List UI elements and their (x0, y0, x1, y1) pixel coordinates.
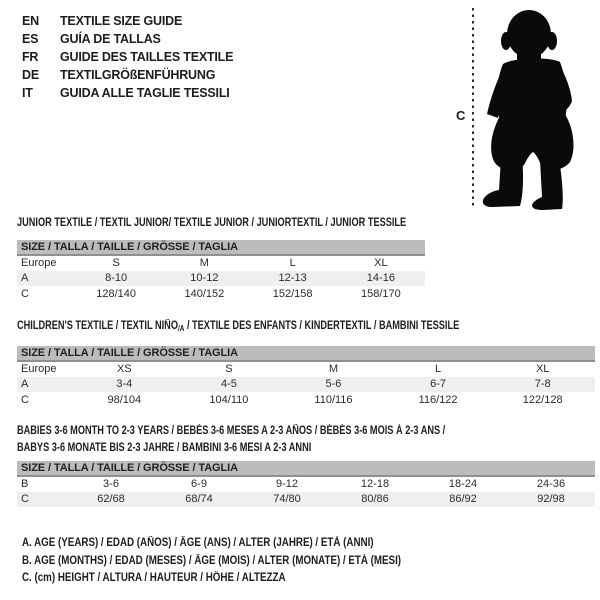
row-label: C (21, 287, 29, 300)
table-cell: M (328, 363, 339, 376)
guide-title: GUIDA ALLE TAGLIE TESSILI (60, 86, 230, 100)
babies-section-title (17, 423, 552, 457)
junior-table (17, 240, 425, 302)
table-cell: 86/92 (419, 492, 507, 508)
size-header-row (17, 461, 595, 476)
list-item (22, 12, 233, 30)
size-header-row (17, 240, 425, 255)
table-row (17, 377, 595, 393)
guide-title: TEXTILGRÖßENFÜHRUNG (60, 68, 216, 82)
table-cell: XL (374, 257, 388, 270)
table-cell: 7-8 (490, 377, 595, 393)
table-cell: 62/68 (67, 492, 155, 508)
table-cell: 116/122 (418, 393, 458, 406)
table-row (17, 392, 595, 408)
table-cell: M (199, 257, 209, 270)
table-row (17, 255, 425, 271)
babies-title-line1: BABIES 3-6 MONTH TO 2-3 YEARS / BEBÉS 3-6 MESES A 2-3 AÑOS / BÉBÉS 3-6 MOIS À 2-3 ANS / (17, 425, 446, 437)
guide-title: GUÍA DE TALLAS (60, 32, 161, 46)
legend-line-b: B. AGE (MONTHS) / EDAD (MESES) / ÂGE (MOIS) / ALTER (MONATE) / ETÀ (MESI) (22, 554, 402, 567)
junior-section-title-text: JUNIOR TEXTILE / TEXTIL JUNIOR/ TEXTILE JUNIOR / JUNIORTEXTIL / JUNIOR TESSILE (17, 217, 407, 229)
table-cell: 152/158 (272, 287, 313, 300)
toddler-silhouette-icon (450, 0, 600, 212)
row-label: C (17, 492, 67, 508)
table-cell: L (435, 363, 442, 376)
language-code: ES (22, 32, 39, 46)
legend-line-a: A. AGE (YEARS) / EDAD (AÑOS) / ÂGE (ANS) / ALTER (JAHRE) / ETÀ (ANNI) (22, 537, 374, 549)
guide-title: GUIDE DES TAILLES TEXTILE (60, 50, 234, 64)
row-label: Europe (21, 363, 57, 376)
table-cell: 6-9 (191, 478, 207, 491)
table-cell: 80/86 (331, 492, 419, 508)
list-item (22, 48, 233, 66)
table-cell: 98/104 (107, 393, 142, 406)
children-title-pre: CHILDREN'S TEXTILE / TEXTIL NIÑO (17, 320, 178, 332)
table-cell: 18-24 (448, 478, 478, 491)
babies-table (17, 461, 595, 507)
language-code: IT (22, 86, 33, 100)
table-row (17, 271, 425, 287)
language-code: EN (22, 14, 39, 28)
size-header-label: SIZE / TALLA / TAILLE / GRÖSSE / TAGLIA (17, 461, 595, 476)
guide-title: TEXTILE SIZE GUIDE (60, 14, 183, 28)
table-cell: S (112, 257, 120, 270)
row-label: Europe (21, 257, 57, 270)
list-item (22, 84, 233, 102)
language-title-list (22, 12, 233, 102)
children-section-title (17, 320, 570, 333)
table-cell: 24-36 (536, 478, 566, 491)
table-row (17, 492, 595, 508)
size-header-row (17, 346, 595, 361)
table-cell: S (225, 363, 233, 376)
table-cell: 92/98 (507, 492, 595, 508)
table-row (17, 476, 595, 492)
table-cell: 6-7 (386, 377, 491, 393)
table-cell: 140/152 (184, 287, 225, 300)
measurement-legend (22, 535, 468, 588)
language-code: FR (22, 50, 39, 64)
legend-line-c: C. (cm) HEIGHT / ALTURA / HAUTEUR / HÖHE / ALTEZZA (22, 572, 286, 585)
language-code: DE (22, 68, 39, 82)
children-title-sub: /A (177, 324, 185, 333)
junior-section-title (17, 217, 503, 229)
table-cell: 122/128 (522, 393, 563, 406)
table-cell: 12-18 (360, 478, 390, 491)
row-label: C (21, 393, 29, 406)
table-cell: 158/170 (360, 287, 401, 300)
size-header-label: SIZE / TALLA / TAILLE / GRÖSSE / TAGLIA (17, 240, 425, 255)
table-cell: 3-4 (72, 377, 177, 393)
table-row (17, 286, 425, 302)
row-label: A (17, 377, 72, 393)
table-cell: 4-5 (177, 377, 282, 393)
height-measure-label: C (456, 108, 466, 123)
row-label: B (21, 478, 29, 491)
table-cell: 128/140 (96, 287, 136, 300)
row-label: A (17, 271, 72, 287)
list-item (22, 66, 233, 84)
table-cell: 14-16 (337, 271, 425, 287)
table-row (17, 361, 595, 377)
babies-title-line2: BABYS 3-6 MONATE BIS 2-3 JAHRE / BAMBINI 3-6 MESI A 2-3 ANNI (17, 442, 312, 454)
table-cell: 74/80 (243, 492, 331, 508)
table-cell: 110/116 (314, 393, 353, 406)
table-cell: 5-6 (281, 377, 386, 393)
children-table (17, 346, 595, 408)
table-cell: 3-6 (103, 478, 119, 491)
table-cell: XL (535, 363, 550, 376)
list-item (22, 30, 233, 48)
table-cell: 104/110 (209, 393, 249, 406)
table-cell: 68/74 (155, 492, 243, 508)
table-cell: 8-10 (72, 271, 160, 287)
children-section-title-text (17, 320, 459, 333)
table-cell: 9-12 (275, 478, 299, 491)
table-cell: 12-13 (249, 271, 337, 287)
size-header-label: SIZE / TALLA / TAILLE / GRÖSSE / TAGLIA (17, 346, 595, 361)
table-cell: L (289, 257, 296, 270)
table-cell: 10-12 (160, 271, 248, 287)
children-title-post: / TEXTILE DES ENFANTS / KINDERTEXTIL / BAMBINI TESSILE (184, 320, 460, 332)
table-cell: XS (116, 363, 132, 376)
